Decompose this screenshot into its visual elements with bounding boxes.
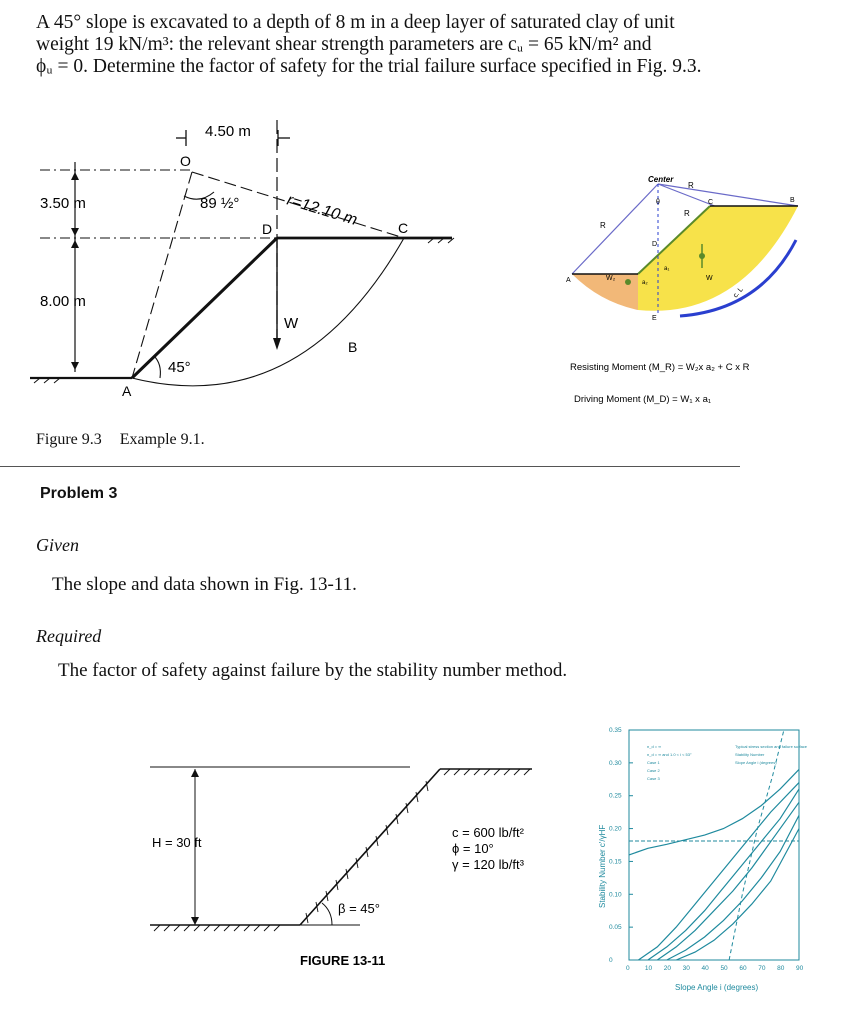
stability-chart (585, 718, 810, 998)
dim-arrowhead-3 (71, 240, 79, 248)
w1-point (699, 253, 705, 259)
y-tick-label: 0.20 (609, 825, 622, 833)
x-tick-label: 60 (739, 965, 747, 972)
chart-annotation-3: Case 1 (647, 760, 660, 765)
driving-moment: Driving Moment (M_D) = W₁ x a₁ (574, 394, 712, 405)
label-E2: E (652, 315, 657, 322)
h-arrow-top (191, 769, 199, 777)
x-tick-label: 20 (663, 965, 672, 972)
series-line-2 (638, 783, 799, 960)
x-tick-label: 80 (777, 965, 785, 972)
label-R-mid: R (684, 209, 690, 218)
method-of-slices-diagram (560, 170, 820, 420)
chart-annotation-7: Stability Number (735, 752, 765, 757)
chart-annotation-2: n_d = ∞ and 1.0 < i < 53° (647, 752, 692, 757)
y-tick-label: 0.15 (609, 858, 622, 866)
problem-3-heading: Problem 3 (40, 485, 118, 502)
label-B2: B (790, 197, 795, 204)
w-label: W (706, 275, 713, 282)
dim-arrowhead-2 (71, 228, 79, 236)
label-D2: D (652, 241, 658, 248)
a1-label: a₁ (664, 266, 670, 272)
section-divider (0, 466, 740, 467)
series-line-6 (676, 829, 799, 960)
figure-9-3 (0, 100, 520, 420)
beta-arc (322, 903, 332, 925)
chart-annotation-8: Slope Angle i (degrees) (735, 760, 777, 765)
label-R-left: R (600, 221, 606, 230)
label-C: C (398, 220, 409, 236)
problem-line-2: weight 19 kN/m³: the relevant shear strength parameters are cᵤ = 65 kN/m² and (36, 34, 652, 55)
figure-13-11 (140, 755, 600, 970)
chart-annotation-1: n_d = ∞ (647, 744, 662, 749)
chart-xlabel: Slope Angle i (degrees) (675, 983, 759, 992)
chart-annotation-4: Case 2 (647, 768, 660, 773)
x-tick-label: 90 (796, 965, 804, 972)
ground-hatch-toe (154, 925, 280, 931)
gamma-label: γ = 120 lb/ft³ (452, 857, 524, 872)
phi-label: ϕ = 10° (452, 841, 494, 856)
x-tick-label: 0 (626, 965, 630, 972)
caption-text: Example 9.1. (119, 431, 205, 448)
required-body: The factor of safety against failure by the stability number method. (58, 660, 568, 681)
problem-statement (36, 12, 806, 78)
beta-label: β = 45° (338, 901, 380, 916)
dim-arrowhead-1 (71, 172, 79, 180)
problem-line-3: ϕᵤ = 0. Determine the factor of safety for the trial failure surface specified in Fig. 9.3. (36, 56, 702, 77)
resisting-moment: Resisting Moment (M_R) = W₂x a₂ + C x R (570, 362, 750, 373)
x-tick-label: 10 (644, 965, 653, 972)
label-B: B (348, 339, 358, 355)
label-W: W (284, 315, 299, 332)
label-O: O (180, 153, 191, 169)
height-label: H = 30 ft (152, 835, 202, 850)
series-line-3 (648, 789, 799, 960)
x-tick-label: 70 (758, 965, 766, 972)
angle-top-label: 89 ½° (200, 195, 240, 212)
region-yellow (638, 206, 798, 311)
chart-annotation-5: Case 3 (647, 776, 660, 781)
label-R-top: R (688, 181, 694, 190)
label-D: D (262, 221, 273, 237)
theta: θ (656, 199, 660, 206)
slope-line (132, 238, 277, 378)
dim-left-2: 8.00 m (40, 293, 86, 310)
problem-line-1: A 45° slope is excavated to a depth of 8 m in a deep layer of saturated clay of unit (36, 12, 675, 33)
caption-number: Figure 9.3 (36, 431, 102, 448)
x-tick-label: 30 (682, 965, 690, 972)
radius-line-top (658, 184, 798, 206)
y-tick-label: 0.05 (609, 924, 622, 932)
y-tick-label: 0 (609, 957, 613, 964)
w2-point (625, 279, 631, 285)
dim-top-label: 4.50 m (205, 123, 251, 140)
a2-label: a₂ (642, 280, 648, 286)
figure-13-11-caption: FIGURE 13-11 (300, 953, 386, 968)
given-label: Given (36, 535, 79, 555)
required-label: Required (36, 626, 102, 646)
figure-9-3-caption (36, 431, 205, 449)
dim-arrowhead-4 (71, 362, 79, 370)
angle-arc-base (154, 356, 160, 378)
weight-arrowhead (273, 338, 281, 350)
cl-label: c. L (732, 286, 745, 300)
radius-line-left (572, 184, 658, 274)
center-label: Center (648, 175, 674, 184)
given-body: The slope and data shown in Fig. 13-11. (52, 574, 357, 595)
w2-label: W₂ (606, 275, 616, 282)
chart-ylabel: Stability Number c'/γHF (598, 824, 607, 908)
x-tick-label: 40 (701, 965, 709, 972)
label-A2: A (566, 277, 571, 284)
label-A: A (122, 383, 132, 399)
label-C2: C (708, 199, 714, 206)
y-tick-label: 0.35 (609, 727, 622, 734)
radius-label: r=12.10 m (284, 191, 360, 230)
y-tick-label: 0.25 (609, 792, 622, 800)
y-tick-label: 0.30 (609, 759, 622, 767)
crest-hatch (444, 769, 530, 775)
h-arrow-bottom (191, 917, 199, 925)
y-tick-label: 0.10 (609, 891, 622, 899)
chart-annotation-6: Typical stress section and failure surface (735, 744, 808, 749)
x-tick-label: 50 (720, 965, 728, 972)
angle-base-label: 45° (168, 359, 191, 376)
dim-left-1: 3.50 m (40, 195, 86, 212)
cohesion-label: c = 600 lb/ft² (452, 825, 524, 840)
